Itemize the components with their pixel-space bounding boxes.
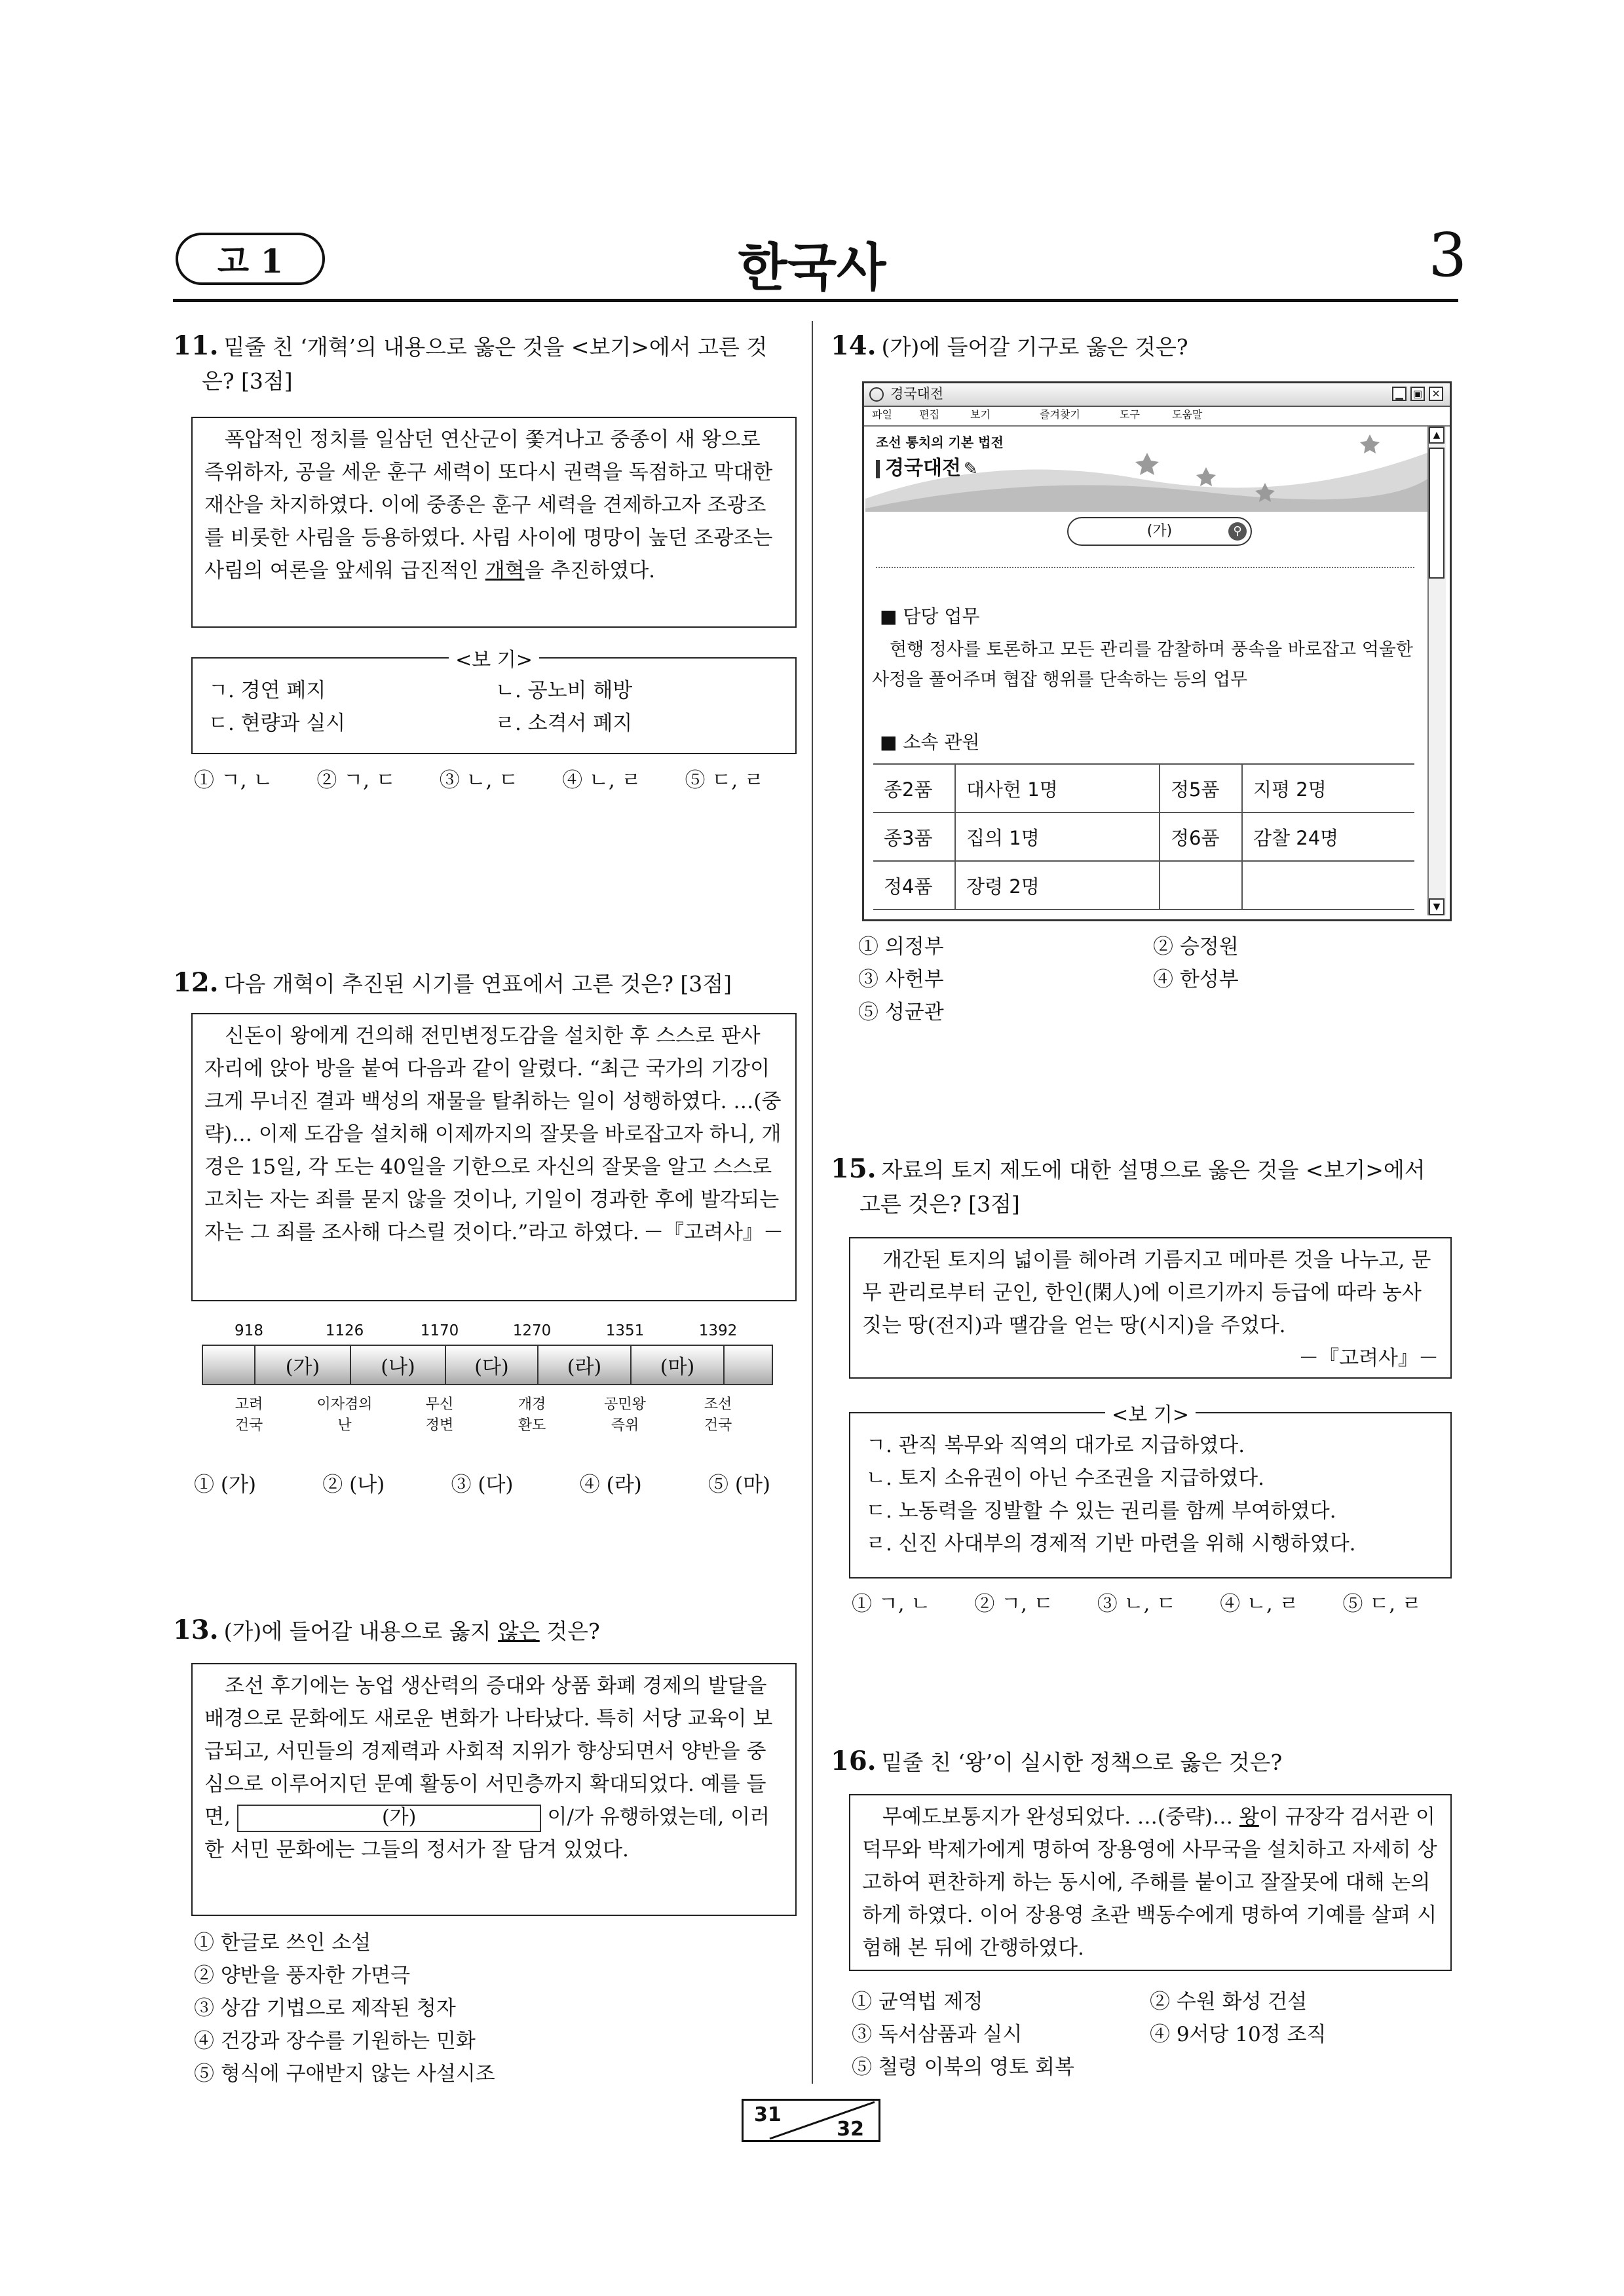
q16-choices (852, 1985, 1448, 2084)
q11-underlined-term: 개혁 (485, 559, 525, 583)
timeline-segment: (라) (537, 1346, 630, 1384)
question-text-cont: 은? [3점] (202, 368, 293, 394)
grade-label: 고 1 (217, 242, 284, 280)
question-text: 밑줄 친 ‘왕’이 실시한 정책으로 옳은 것은? (881, 1750, 1283, 1775)
scroll-up-icon[interactable]: ▲ (1429, 427, 1445, 444)
choice-1[interactable]: ① ㄱ, ㄴ (194, 769, 273, 792)
q12-passage-box (191, 1013, 797, 1301)
header-rule (173, 299, 1458, 302)
table-cell (1242, 861, 1414, 909)
choice-3[interactable]: ③ (다) (451, 1473, 514, 1497)
choice-4[interactable]: ④ 한성부 (1153, 968, 1239, 991)
search-value: (가) (1146, 523, 1173, 539)
table-cell: 집의 1명 (955, 813, 1160, 861)
question-text: 자료의 토지 제도에 대한 설명으로 옳은 것을 <보기>에서 (881, 1157, 1426, 1183)
window-title: 경국대전 (890, 386, 944, 402)
search-icon[interactable]: ⚲ (1228, 522, 1247, 541)
question-number: 15. (831, 1153, 877, 1184)
timeline-event: 무신 정변 (425, 1396, 454, 1434)
search-input[interactable] (1067, 517, 1252, 546)
choice-1[interactable]: ① (가) (194, 1473, 256, 1497)
page-footer (742, 2099, 880, 2142)
choice-3[interactable]: ③ ㄴ, ㄷ (1097, 1592, 1177, 1616)
q13-passage-box (191, 1663, 797, 1916)
timeline-year: 1170 (420, 1322, 459, 1339)
timeline-year: 918 (235, 1322, 263, 1339)
timeline-event: 개경 환도 (518, 1396, 546, 1434)
timeline-year: 1270 (512, 1322, 552, 1339)
choice-1[interactable]: ① ㄱ, ㄴ (852, 1592, 931, 1616)
table-cell: 대사헌 1명 (955, 764, 1160, 813)
choice-3[interactable]: ③ 상감 기법으로 제작된 청자 (194, 1997, 456, 2020)
scrollbar[interactable] (1427, 427, 1446, 915)
window-menubar (864, 406, 1450, 427)
officials-table (873, 763, 1414, 910)
question-number: 16. (831, 1746, 877, 1776)
q15-passage: 개간된 토지의 넓이를 헤아려 기름지고 메마른 것을 나누고, 문무 관리로부터 군인, 한인(閑人)에 이르기까지 등급에 따라 농사짓는 땅(전지)과 땔감을 얻는 땅(시지)을 주었다. (862, 1248, 1431, 1337)
choice-5[interactable]: ⑤ (마) (708, 1473, 770, 1497)
menu-tools[interactable]: 도구 (1120, 408, 1140, 421)
choice-1[interactable]: ① 의정부 (858, 935, 944, 959)
table-cell: 감찰 24명 (1242, 813, 1414, 861)
choice-1[interactable]: ① 균역법 제정 (852, 1990, 983, 2014)
footer-right-page: 32 (837, 2118, 864, 2141)
timeline-year: 1126 (325, 1322, 364, 1339)
q11-bogi-box (191, 649, 797, 754)
bogi-item: ㄷ. 노동력을 징발할 수 있는 권리를 함께 부여하였다. (866, 1499, 1336, 1523)
choice-4[interactable]: ④ ㄴ, ㄹ (562, 769, 641, 792)
bogi-label: <보 기> (449, 649, 539, 672)
choice-3[interactable]: ③ 사헌부 (858, 968, 944, 991)
table-cell (1160, 861, 1242, 909)
timeline-segment: (나) (350, 1346, 445, 1384)
menu-help[interactable]: 도움말 (1172, 408, 1203, 421)
duty-heading: ■ 담당 업무 (880, 605, 980, 627)
table-cell: 정6품 (1160, 813, 1242, 861)
question-text: 다음 개혁이 추진된 시기를 연표에서 고른 것은? [3점] (223, 971, 732, 997)
question-text-underlined: 않은 (497, 1618, 540, 1644)
table-cell: 지평 2명 (1242, 764, 1414, 813)
table-cell: 정5품 (1160, 764, 1242, 813)
menu-file[interactable]: 파일 (872, 408, 892, 421)
timeline-segment: (가) (254, 1346, 350, 1384)
choice-4[interactable]: ④ 건강과 장수를 기원하는 민화 (194, 2029, 476, 2053)
menu-view[interactable]: 보기 (970, 408, 991, 421)
q13-blank: (가) (237, 1805, 541, 1832)
table-row (873, 861, 1414, 909)
book-title-text: 경국대전 (885, 457, 961, 480)
table-cell: 종3품 (873, 813, 955, 861)
choice-2[interactable]: ② ㄱ, ㄷ (974, 1592, 1053, 1616)
book-title (876, 451, 978, 480)
choice-5[interactable]: ⑤ ㄷ, ㄹ (1342, 1592, 1422, 1616)
menu-favorites[interactable]: 즐겨찾기 (1040, 408, 1080, 421)
table-cell: 종2품 (873, 764, 955, 813)
choice-3[interactable]: ③ 독서삼품과 실시 (852, 2023, 1023, 2046)
choice-4[interactable]: ④ (라) (579, 1473, 642, 1497)
page-number: 3 (1428, 220, 1467, 290)
question-11 (173, 329, 802, 398)
q15-choices (852, 1587, 1422, 1617)
timeline-segment: (마) (630, 1346, 723, 1384)
timeline-event: 고려 건국 (235, 1396, 263, 1434)
window-app-icon (869, 387, 884, 402)
choice-2[interactable]: ② 양반을 풍자한 가면극 (194, 1964, 411, 1987)
q11-passage-box (191, 417, 797, 628)
dotted-divider (876, 567, 1414, 568)
q15-bogi-box (849, 1404, 1452, 1578)
choice-5[interactable]: ⑤ 형식에 구애받지 않는 사설시조 (194, 2062, 495, 2086)
q12-source: －『고려사』－ (643, 1221, 784, 1244)
window-subtitle: 조선 통치의 기본 법전 (876, 434, 1004, 450)
bogi-label: <보 기> (1105, 1404, 1196, 1426)
question-12 (173, 966, 802, 1001)
pen-icon: ✎ (963, 459, 978, 479)
choice-5[interactable]: ⑤ 성균관 (858, 1001, 944, 1024)
maximize-button[interactable]: ▣ (1410, 387, 1425, 401)
choice-4[interactable]: ④ ㄴ, ㄹ (1220, 1592, 1299, 1616)
question-number: 14. (831, 330, 877, 361)
browser-window (862, 381, 1452, 921)
question-14 (831, 329, 1460, 364)
bogi-item: ㄹ. 신진 사대부의 경제적 기반 마련을 위해 시행하였다. (866, 1532, 1356, 1556)
question-16 (831, 1744, 1460, 1780)
choice-3[interactable]: ③ ㄴ, ㄷ (439, 769, 519, 792)
q16-passage-box (849, 1794, 1452, 1971)
timeline-year: 1392 (698, 1322, 738, 1339)
choice-5[interactable]: ⑤ ㄷ, ㄹ (685, 769, 764, 792)
subject-title: 한국사 (738, 239, 886, 297)
question-text-tail: 것은? (546, 1618, 600, 1644)
question-text: (가)에 들어갈 내용으로 옳지 (223, 1618, 491, 1644)
q16-passage-tail: 이 규장각 검서관 이덕무와 박제가에게 명하여 장용영에 사무국을 설치하고 자세히 상고하여 편찬하게 하는 동시에, 주해를 붙이고 잘잘못에 대해 논의하게 하였다. 이어 장용영 초관 백동수에게 명하여 기예를 살펴 시험해 본 뒤에 간행하였다. (862, 1805, 1437, 1960)
question-number: 11. (173, 330, 219, 361)
timeline-bar (202, 1345, 773, 1385)
scroll-thumb[interactable] (1429, 448, 1445, 579)
q14-choices (858, 930, 1448, 1029)
question-number: 12. (173, 967, 219, 998)
q15-passage-box (849, 1237, 1452, 1379)
q13-choices (194, 1926, 784, 2090)
q12-passage: 신돈이 왕에게 건의해 전민변정도감을 설치한 후 스스로 판사 자리에 앉아 방을 붙여 다음과 같이 알렸다. “최근 국가의 기강이 크게 무너진 결과 백성의 재물을 탈취하는 일이 성행하였다. …(중략)… 이제 도감을 설치해 이제까지의 잘못을 바로잡고자 하니, 개경은 15일, 각 도는 40일을 기한으로 자신의 잘못을 알고 스스로 고치는 자는 죄를 묻지 않을 것이나, 기일이 경과한 후에 발각되는 자는 그 죄를 조사해 다스릴 것이다.”라고 하였다. (204, 1024, 782, 1244)
close-button[interactable]: ✕ (1429, 387, 1443, 401)
timeline-year: 1351 (605, 1322, 645, 1339)
choice-5[interactable]: ⑤ 철령 이북의 영토 회복 (852, 2056, 1074, 2079)
q12-choices (194, 1468, 770, 1497)
choice-4[interactable]: ④ 9서당 10정 조직 (1150, 2023, 1327, 2046)
table-cell: 정4품 (873, 861, 955, 909)
choice-2[interactable]: ② (나) (322, 1473, 385, 1497)
duty-text: 현행 정사를 토론하고 모든 관리를 감찰하며 풍속을 바로잡고 억울한 사정을 풀어주며 협잡 행위를 단속하는 등의 업무 (872, 640, 1413, 690)
q12-timeline (197, 1322, 780, 1440)
table-cell: 장령 2명 (955, 861, 1160, 909)
table-row (873, 764, 1414, 813)
choice-2[interactable]: ② 승정원 (1153, 935, 1239, 959)
question-15 (831, 1152, 1460, 1221)
table-row (873, 813, 1414, 861)
choice-1[interactable]: ① 한글로 쓰인 소설 (194, 1931, 371, 1955)
window-titlebar (864, 383, 1450, 407)
question-text-cont: 고른 것은? [3점] (859, 1191, 1020, 1217)
menu-edit[interactable]: 편집 (919, 408, 939, 421)
q13-passage: 조선 후기에는 농업 생산력의 증대와 상품 화폐 경제의 발달을 배경으로 문화에도 새로운 변화가 나타났다. 특히 서당 교육이 보급되고, 서민들의 경제력과 사회적 지위가 향상되면서 양반을 중심으로 이루어지던 문예 활동이 서민층까지 확대되었다. 예를 들면, (204, 1674, 773, 1829)
question-13 (173, 1613, 802, 1649)
timeline-segment: (다) (445, 1346, 537, 1384)
timeline-divider (723, 1346, 773, 1384)
q11-passage-tail: 을 추진하였다. (524, 559, 656, 583)
scroll-down-icon[interactable]: ▼ (1429, 898, 1445, 915)
bogi-item: ㄹ. 소격서 폐지 (495, 712, 633, 735)
bogi-item: ㄴ. 토지 소유권이 아닌 수조권을 지급하였다. (866, 1466, 1265, 1490)
bogi-item: ㄱ. 경연 폐지 (208, 679, 326, 702)
timeline-event: 공민왕 즉위 (604, 1396, 646, 1434)
timeline-event: 이자겸의 난 (316, 1396, 373, 1434)
question-number: 13. (173, 1615, 219, 1645)
bogi-item: ㄱ. 관직 복무와 직역의 대가로 지급하였다. (866, 1434, 1245, 1457)
column-divider (812, 321, 813, 2084)
timeline-event: 조선 건국 (704, 1396, 732, 1434)
q11-choices (194, 763, 764, 793)
q16-passage: 무예도보통지가 완성되었다. …(중략)… (882, 1805, 1233, 1829)
q11-passage: 폭압적인 정치를 일삼던 연산군이 쫓겨나고 중종이 새 왕으로 즉위하자, 공을 세운 훈구 세력이 또다시 권력을 독점하고 막대한 재산을 차지하였다. 이에 중종은 훈구 세력을 견제하고자 조광조를 비롯한 사림을 등용하였다. 사림 사이에 명망이 높던 조광조는 사림의 여론을 앞세워 급진적인 (204, 428, 773, 583)
q16-underlined-term: 왕 (1239, 1805, 1259, 1829)
minimize-button[interactable]: ▁ (1392, 387, 1407, 401)
bogi-item: ㄴ. 공노비 해방 (495, 679, 633, 702)
question-text: 밑줄 친 ‘개혁’의 내용으로 옳은 것을 <보기>에서 고른 것 (223, 334, 768, 360)
footer-left-page: 31 (754, 2103, 782, 2126)
officials-heading: ■ 소속 관원 (880, 731, 980, 753)
q13-passage-tail: 이/가 유행하였는데, 이러한 서민 문화에는 그들의 정서가 잘 담겨 있었다. (204, 1805, 770, 1862)
bogi-item: ㄷ. 현량과 실시 (208, 712, 346, 735)
q15-source: －『고려사』－ (1298, 1347, 1439, 1370)
question-text: (가)에 들어갈 기구로 옳은 것은? (881, 334, 1188, 360)
choice-2[interactable]: ② 수원 화성 건설 (1150, 1990, 1308, 2014)
choice-2[interactable]: ② ㄱ, ㄷ (316, 769, 396, 792)
